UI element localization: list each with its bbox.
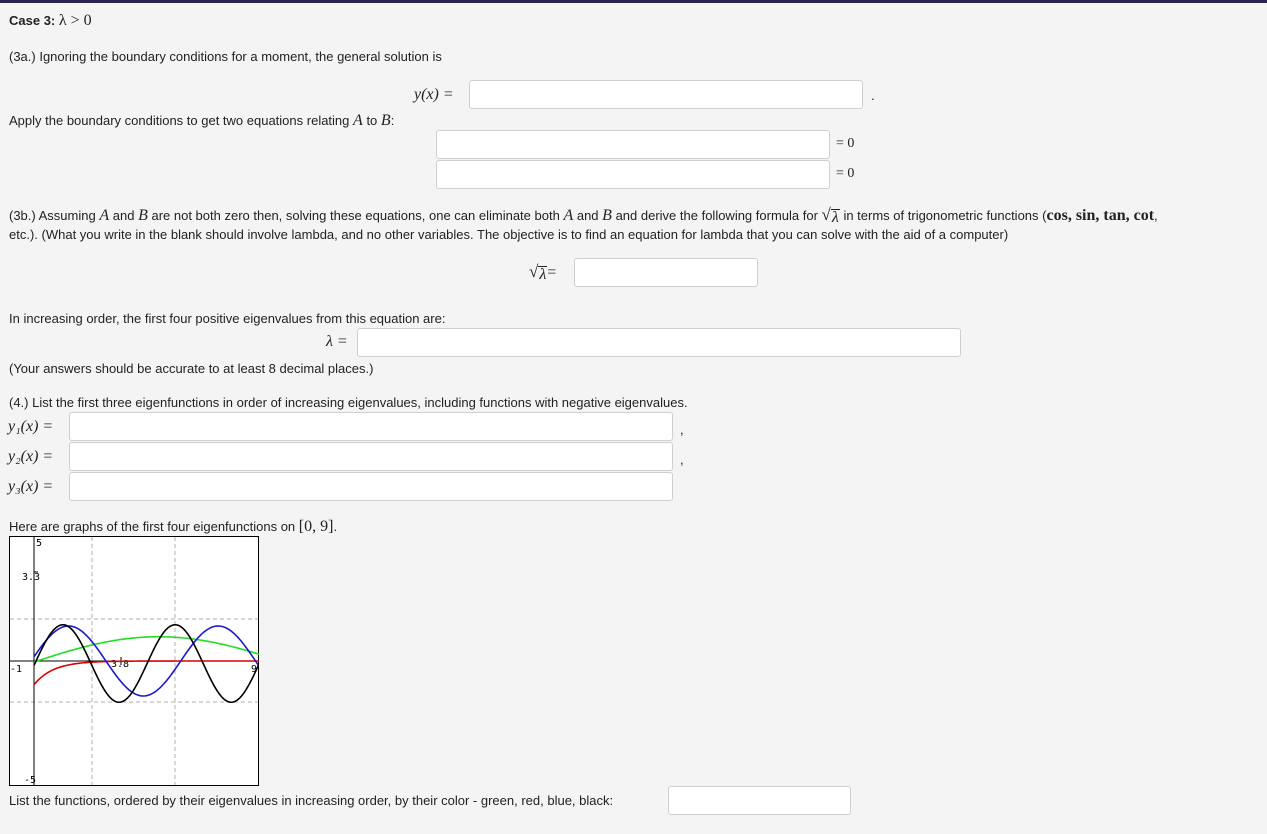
- var-b: B: [602, 207, 612, 224]
- eq2-suffix: = 0: [836, 166, 855, 181]
- lambda-symbol: λ: [539, 266, 547, 283]
- sqrt-sign: √: [529, 262, 539, 281]
- trailing-dot: .: [871, 88, 875, 103]
- bc-equation-1-input[interactable]: [436, 130, 830, 159]
- part3b-text-4: in terms of trigonometric functions (: [843, 208, 1047, 223]
- part3b-line1: [9, 205, 1158, 225]
- eigenfunction-2-input[interactable]: [69, 442, 673, 471]
- part4-intro: (4.) List the first three eigenfunctions in order of increasing eigenvalues, including functions with negative eigenvalues.: [9, 395, 688, 410]
- part3b-text-1: (3b.) Assuming: [9, 208, 96, 223]
- y2-label: y₂(x) =: [8, 448, 54, 465]
- lambda-label: λ =: [326, 333, 348, 350]
- sqrt-lambda-formula-input[interactable]: [574, 258, 758, 287]
- eigenvalues-input[interactable]: [357, 328, 961, 357]
- var-a: A: [353, 112, 363, 129]
- part3a-intro: (3a.) Ignoring the boundary conditions for a moment, the general solution is: [9, 49, 442, 64]
- graph-intro-text: Here are graphs of the first four eigenfunctions on: [9, 519, 296, 534]
- y1-label: y₁(x) =: [8, 418, 54, 435]
- tick-label-xmid: 3.8: [111, 659, 130, 670]
- case-condition: λ > 0: [58, 12, 92, 29]
- eigenvalues-intro: In increasing order, the first four positive eigenvalues from this equation are:: [9, 311, 446, 326]
- var-a: A: [563, 207, 574, 224]
- part3b-text-3: and derive the following formula for: [615, 208, 818, 223]
- apply-bc-text: [9, 112, 394, 130]
- eigenfunction-graph: [9, 536, 259, 786]
- graph-interval: [0, 9]: [298, 518, 334, 535]
- part3b-line2: etc.). (What you write in the blank should involve lambda, and no other variables. The objective is to find an equation for lambda that you can solve with the aid of a computer): [9, 227, 1009, 242]
- comma-1: ,: [680, 422, 684, 437]
- part3b-comma: ,: [1154, 208, 1158, 223]
- top-border: [0, 0, 1267, 3]
- general-solution-input[interactable]: [469, 80, 863, 109]
- eq1-suffix: = 0: [836, 136, 855, 151]
- case-label: Case 3:: [9, 13, 56, 28]
- var-a: A: [99, 207, 110, 224]
- accuracy-note: (Your answers should be accurate to at least 8 decimal places.): [9, 361, 374, 376]
- case-heading: [9, 12, 92, 30]
- tick-label-xright: 9: [251, 664, 258, 675]
- bc-equation-2-input[interactable]: [436, 160, 830, 189]
- apply-bc-sentence: Apply the boundary conditions to get two equations relating: [9, 113, 350, 128]
- tick-label-xleft: -1: [10, 664, 23, 675]
- y3-label: y₃(x) =: [8, 478, 54, 495]
- order-question: List the functions, ordered by their eigenvalues in increasing order, by their color - green, red, blue, black:: [9, 793, 614, 808]
- and-word: and: [576, 208, 599, 223]
- var-b: B: [138, 207, 148, 224]
- graph-intro: [9, 518, 337, 536]
- tick-label-yupper: 3.3: [22, 572, 41, 583]
- sqrt-lambda: [822, 205, 840, 225]
- and-word: and: [112, 208, 135, 223]
- colon: :: [390, 113, 395, 128]
- order-answer-input[interactable]: [668, 786, 851, 815]
- equals-sign: =: [547, 264, 557, 281]
- var-b: B: [380, 112, 391, 129]
- eigenfunction-3-input[interactable]: [69, 472, 673, 501]
- trig-functions: cos, sin, tan, cot: [1046, 207, 1155, 224]
- lambda-symbol: λ: [831, 209, 839, 226]
- sqrt-lambda-label: [529, 262, 556, 282]
- sqrt-lambda: [529, 262, 547, 282]
- tick-label-ymin: -5: [24, 775, 37, 786]
- eigenfunction-1-input[interactable]: [69, 412, 673, 441]
- graph-period: .: [333, 519, 338, 534]
- part3b-text-2: are not both zero then, solving these equations, one can eliminate both: [151, 208, 560, 223]
- sqrt-sign: √: [821, 205, 831, 224]
- to-word: to: [366, 113, 378, 128]
- tick-label-ymax: 5: [36, 538, 43, 549]
- comma-2: ,: [680, 452, 684, 467]
- yx-label: y(x) =: [414, 86, 454, 103]
